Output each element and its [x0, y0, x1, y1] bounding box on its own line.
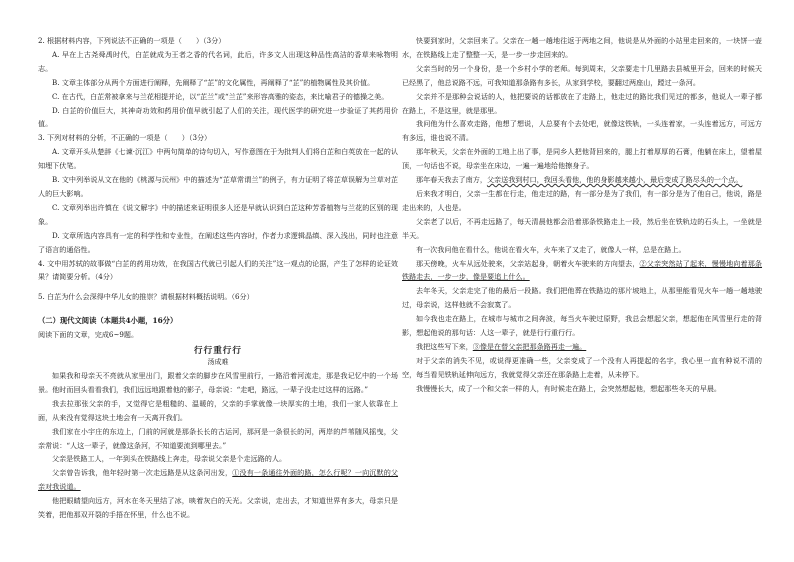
article-paragraph: 那年秋天，父亲在外面的工地上出了事，是同乡人把他背回来的，腿上打着厚厚的石膏，他躺在床上，望着屋顶，一句话也不说，母亲坐在床边，一遍一遍地给他擦身子。	[402, 147, 762, 171]
question-2-option-c: C. 在古代，白芷常被拿来与兰花相提并论，以“芷兰”或“兰芷”来形容高雅的姿态，来比喻君子的德操之美。	[52, 91, 389, 101]
underlined-sentence-1: ①没有一条通往外面的路，怎么行呢？一向沉默的父亲对我说道。	[38, 468, 399, 492]
question-2-stem: 2. 根据材料内容，下列说法不正确的一项是（ ）（3分）	[38, 36, 226, 45]
question-2-option-b: B. 文章主体部分从两个方面进行阐释，先阐释了“芷”的文化属性，再阐释了“芷”的植物属性及其价值。	[52, 77, 375, 87]
article-paragraph	[402, 340, 762, 354]
paragraph-text: 我把这些写下来，	[416, 341, 473, 351]
paragraph-text: 父亲曾告诉我，他年轻时第一次走远路是从这条河出发，	[52, 468, 233, 478]
paragraph-text: 那年春天我去了南方，	[416, 175, 487, 185]
question-3-option-a: A. 文章开头从楚辞《七谏·沉江》中两句简单的诗句切入，写作意图在于为批判人们将白芷和白英放在一起的认知埋下伏笔。	[38, 147, 398, 171]
article-paragraph: 父亲并不是那种会说话的人，他把要说的话都放在了走路上，他走过的路比我们见过的都多，他说人一辈子都在路上，不是这里，就是那里。	[402, 91, 762, 115]
question-3-option-d: D. 文章所选内容具有一定的科学性和专业性，在阐述这些内容时，作者力求逻辑晶缜、深入浅出，同时也注意了语言的通俗性。	[38, 230, 398, 254]
article-paragraph	[38, 466, 398, 494]
question-5: 5. 白芷为什么会深得中华儿女的推崇？请根据材料概括说明。（6分）	[38, 292, 254, 302]
article-paragraph: 父亲当时的另一个身份，是一个乡村小学的老师。每到周末，父亲要走十几里路去县城里开会，回来的时候天已经黑了，他总说路不远，可我知道那条路有多长，从家到学校，要翻过两座山，蹚过一条河。	[402, 63, 762, 87]
article-paragraph: 我慢慢长大，成了一个和父亲一样的人，有时候走在路上，会突然想起他，想起那些冬天的早晨。	[416, 383, 722, 393]
question-3-stem: 3. 下列对材料的分析，不正确的一项是（ ）（3分）	[38, 133, 212, 143]
article-paragraph	[402, 257, 762, 285]
section-heading: （二）现代文阅读（本题共4小题，16分）	[38, 316, 178, 326]
article-paragraph: 我问他为什么喜欢走路，他想了想说，人总要有个去处吧，就像这铁轨，一头连着家，一头连着远方，可远方有多远，谁也说不清。	[402, 119, 762, 143]
left-column	[38, 34, 398, 522]
underlined-sentence-2: ②父亲突然站了起来，慢慢地向着那条铁路走去，一步一步，像是要追上什么。	[402, 258, 763, 282]
article-title: 行行重行行	[194, 346, 242, 357]
article-paragraph: 我们家在小宇庄的东边上，门前的河就是那条长长的古运河，那河是一条很长的河，两岸的芦苇随风摇曳，父亲常说：“人这一辈子，就像这条河，不知道要流到哪里去。”	[38, 426, 398, 450]
question-2-option-d: D. 白芷的价值巨大，其神奇功效和药用价值早就引起了人们的关注，现代医学的研究进一步验证了其药用价值。	[38, 105, 398, 129]
article-paragraph: 父亲老了以后，不再走远路了，每天清晨他都会沿着那条铁路走上一段，然后坐在铁轨边的石头上，一坐就是半天。	[402, 216, 762, 240]
question-3-option-b: B. 文中列举说从文在他的《桃源与沅州》中的描述为“芷草常谓兰”的例子，有力证明了将芷草误解为兰草对芷人的巨大影响。	[38, 175, 398, 198]
reading-instruction: 阅读下面的文章，完成6~9题。	[38, 330, 139, 340]
paragraph-text: 那天傍晚，火车从远处驶来，父亲站起身，朝着火车驶来的方向望去，	[416, 258, 640, 268]
article-paragraph: 如果我和母亲天不亮就从家里出门，跟着父亲的脚步在风雪里前行，一路沿着河流走，那是我记忆中的一个场景。他时而回头看看我们，我们远远地跟着他的影子，母亲说：“走吧，路远，一辈子没走过这样的远路。”	[38, 371, 398, 394]
wavy-underlined-sentence: 父亲送我到村口，我回头看他，他的身影越来越小，最后变成了路尽头的一个点。	[486, 175, 743, 185]
article-paragraph: 如今我也走在路上，在城市与城市之间奔波，每当火车驶过原野，我总会想起父亲，想起他在风雪里行走的背影，想起他说的那句话：人这一辈子，就是行行重行行。	[402, 314, 762, 338]
article-paragraph: 我去拉那张父亲的手，又觉得它是粗糙的、温暖的，父亲的手掌就像一块厚实的土地，我们一家人依靠在上面，从来没有觉得这块土地会有一天离开我们。	[38, 398, 398, 422]
question-4: 4. 文中用苏轼的故事做“白芷的药用功效，在我国古代就已引起人们的关注”这一观点的论据，产生了怎样的论证效果？请简要分析。（4分）	[38, 258, 398, 282]
article-paragraph: 父亲是铁路工人，一年到头在铁路线上奔走，母亲说父亲是个走远路的人。	[52, 454, 287, 464]
question-3-option-c: C. 文章列举出许慎在《说文解字》中的描述来证明很多人还是早就认识到白芷这种芳香植物与兰花的区别的现象。	[38, 202, 398, 226]
underlined-sentence-3: ③像是在替父亲把那条路再走一遍。	[472, 341, 587, 351]
article-paragraph: 快要到家时，父亲回来了。父亲在一趟一趟地往返于两地之间，他说是从外面的小站里走回来的，一块饼一壶水，在铁路线上走了整整一天，是一步一步走回来的。	[402, 36, 762, 59]
article-author: 汤成难	[207, 358, 229, 367]
article-paragraph: 去年冬天，父亲走完了他的最后一段路。我们把他葬在铁路边的那片坡地上，从那里能看见火车一趟一趟地驶过，母亲说，这样他就不会寂寞了。	[402, 286, 762, 310]
article-paragraph: 他把眼睛望向远方，河水在冬天里结了冰，映着灰白的天光。父亲说，走出去，才知道世界有多大，母亲只是笑着，把他那双开裂的手捂在怀里，什么也不说。	[38, 496, 398, 520]
right-column	[402, 34, 762, 396]
article-paragraph: 有一次我问他在看什么，他说在看火车，火车来了又走了，就像人一样，总是在路上。	[416, 244, 686, 254]
article-paragraph: 对于父亲的消失不见，或说得更准确一些，父亲变成了一个没有人再提起的名字，我心里一直有种说不清的空，每当看见铁轨延伸向远方，我就觉得父亲还在那条路上走着，从未停下。	[402, 355, 762, 379]
article-paragraph	[402, 173, 762, 187]
question-2-option-a: A. 早在上古尧舜禹时代，白芷就成为王者之香的代名词，此后，许多文人出现这种品性高洁的香草来咏物明志。	[38, 49, 398, 73]
article-paragraph: 后来我才明白，父亲一生都在行走，他走过的路，有一部分是为了我们，有一部分是为了他自己，他说，路是走出来的，人也是。	[402, 188, 762, 212]
